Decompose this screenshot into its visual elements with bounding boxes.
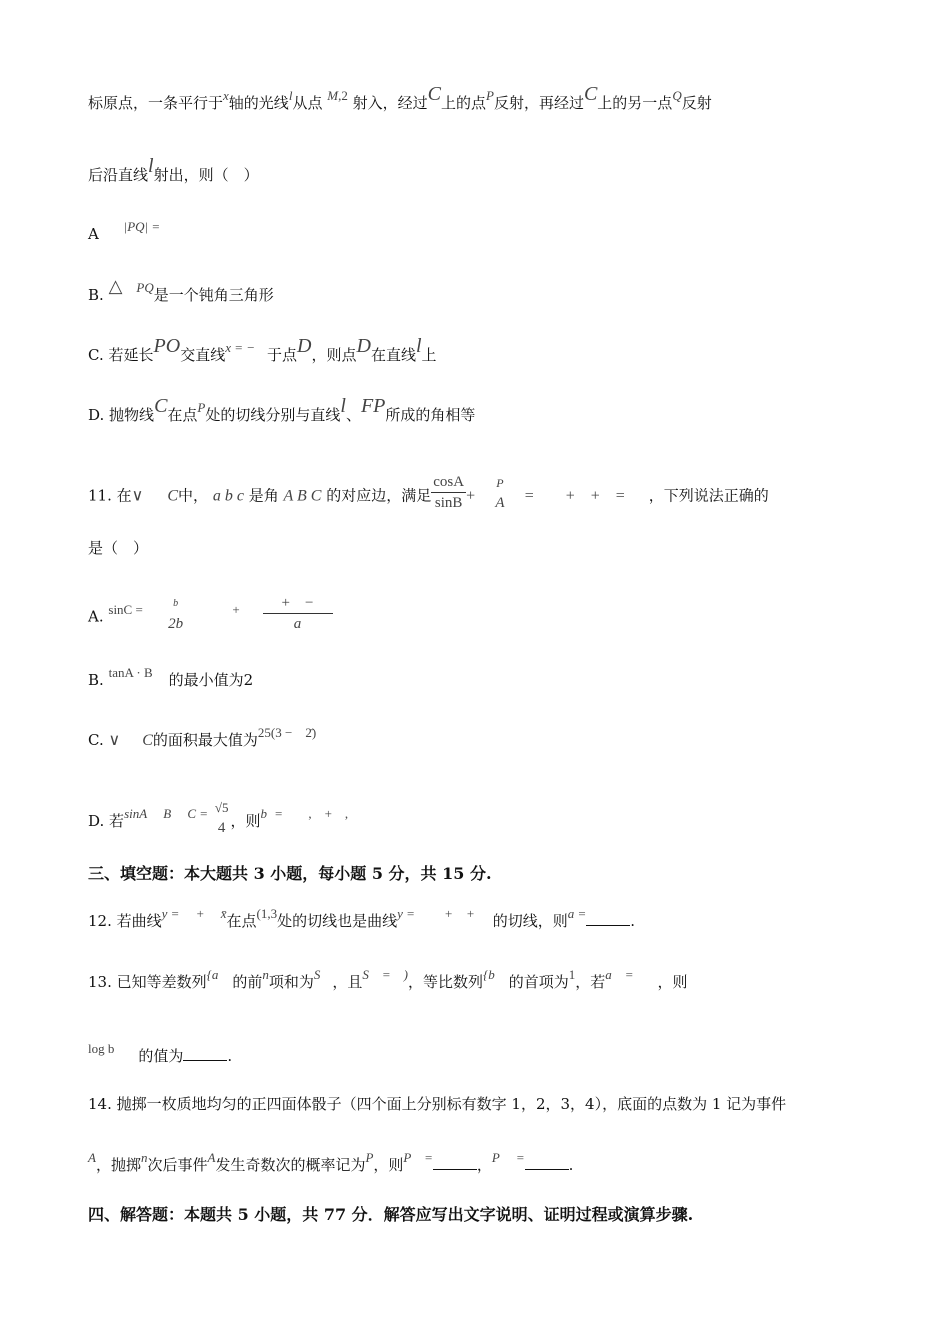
text: 已知等差数列 [116, 973, 207, 991]
option-label: C. [88, 731, 104, 749]
math-C: C [427, 83, 441, 105]
math-sinC: sinC = [108, 601, 143, 617]
text: 处的切线也是曲线 [277, 912, 398, 930]
math-P2: P = [491, 1150, 525, 1165]
math-A: A [88, 1150, 96, 1165]
q10-option-c [88, 335, 870, 366]
text: 交直线 [180, 346, 226, 364]
text: 上的点 [440, 94, 486, 112]
section-title: 四、解答题：本题共 5 小题，共 77 分．解答应写出文字说明、证明过程或演算步骤. [88, 1205, 694, 1224]
math-x: x [223, 88, 229, 103]
q10-option-a [88, 219, 870, 245]
text: 项和为 [268, 973, 314, 991]
math-S: S [313, 967, 321, 982]
fraction-denominator: sinB [434, 495, 463, 511]
section-3-heading [88, 864, 870, 884]
q11-stem-line2 [88, 538, 870, 558]
question-number: 11. [88, 486, 112, 505]
text: 是一个钝角三角形 [153, 286, 274, 304]
q10-option-d [88, 395, 870, 426]
fraction-numerator: P [496, 475, 504, 490]
math-P: P [197, 400, 206, 415]
fraction-denominator: 4 [217, 820, 226, 836]
option-label: A. [88, 607, 104, 626]
math-plus: + [232, 601, 240, 617]
triangle-symbol: ∨ [131, 487, 144, 505]
text: 在 [116, 486, 132, 505]
option-label: C. [88, 346, 104, 364]
answer-blank[interactable] [525, 1155, 569, 1170]
text: 射入，经过 [352, 94, 428, 112]
section-4-heading [88, 1205, 870, 1225]
math-an: {a [206, 967, 219, 982]
text: . [227, 1047, 233, 1065]
math-l: l [415, 335, 422, 357]
text: 射出，则（ ） [153, 166, 259, 184]
q13-stem-line2 [88, 1041, 870, 1067]
answer-blank[interactable] [183, 1046, 227, 1061]
fraction-denominator: A [495, 494, 505, 511]
fraction-cosA-sinB [431, 472, 466, 513]
math-Pn: P [365, 1150, 374, 1165]
math-bn: {b [483, 967, 495, 982]
text: ，且 [332, 973, 363, 991]
q13-stem-line1 [88, 967, 870, 993]
question-number: 14. [88, 1095, 112, 1113]
math-C: C [154, 395, 168, 417]
q10-stem-line1 [88, 83, 870, 114]
q10-option-b [88, 276, 870, 306]
fraction-numerator: b [173, 597, 179, 609]
text: 是（ ） [88, 539, 149, 557]
math-equation-rest: = + + = [524, 487, 625, 505]
fraction-second [480, 473, 520, 513]
text: 的首项为 [508, 973, 569, 991]
math-area-value: 25(3 − 2̄) [257, 725, 317, 740]
text: 若 [109, 812, 125, 830]
text: ，则 [230, 812, 261, 830]
text: 的值为 [138, 1047, 184, 1065]
text: ，则 [373, 1156, 404, 1174]
text: 若曲线 [116, 912, 162, 930]
math-l: l [288, 88, 293, 103]
math-l: l [148, 155, 154, 177]
math-b-value: = , + , [275, 806, 349, 821]
math-sin-expr: sinA B C = [124, 806, 209, 821]
triangle-symbol: △ [108, 276, 123, 296]
text: ，则 [657, 973, 688, 991]
text: 的面积最大值为 [152, 731, 258, 749]
math-FP: FP [360, 395, 386, 417]
option-label: B. [88, 286, 104, 304]
math-one: 1 [568, 967, 576, 982]
text: 抛物线 [109, 406, 155, 424]
text: 反射，再经过 [493, 94, 584, 112]
math-n: n [140, 1150, 148, 1165]
math-C: C [167, 487, 179, 505]
text: 抛掷一枚质地均匀的正四面体骰子（四个面上分别标有数字 1，2，3，4），底面的点数为 1 记为事件 [116, 1095, 787, 1113]
math-A: A [207, 1150, 216, 1165]
q14-stem-line1 [88, 1094, 870, 1114]
option-label: B. [88, 671, 104, 689]
math-b: b [260, 806, 268, 821]
text: 若延长 [108, 346, 154, 364]
math-n: n [262, 967, 269, 982]
math-expr: PQ [136, 280, 154, 295]
text: 次后事件 [147, 1156, 208, 1174]
math-tanA: tanA · B [108, 665, 153, 680]
math-Q: Q [672, 88, 682, 103]
text: 、 [345, 406, 361, 424]
text: . [630, 912, 636, 930]
math-curve-2: y = + + [397, 906, 475, 921]
math-PO: PO [153, 335, 181, 357]
text: ，抛掷 [95, 1156, 141, 1174]
answer-blank[interactable] [433, 1155, 477, 1170]
text: 在直线 [370, 346, 416, 364]
text: . [568, 1156, 574, 1174]
math-D: D [356, 335, 371, 357]
fraction-numerator: √5 [214, 800, 229, 815]
fraction-numerator: + − [263, 593, 333, 614]
text: ，若 [575, 973, 606, 991]
question-number: 12. [88, 912, 112, 930]
math-P: P [485, 88, 494, 103]
math-a: a = [567, 906, 587, 921]
fraction-sqrt5-4 [213, 798, 231, 838]
q11-option-c [88, 725, 870, 751]
answer-blank[interactable] [586, 911, 630, 926]
q11-option-b [88, 665, 870, 691]
math-plus: + [466, 487, 476, 505]
text: ，则点 [311, 346, 357, 364]
section-title: 三、填空题：本大题共 3 小题，每小题 5 分，共 15 分. [88, 864, 492, 883]
math-P1: P = [403, 1150, 433, 1165]
q11-option-d [88, 802, 870, 842]
math-curve-1: y = + x̄ [161, 906, 227, 921]
text: 上的另一点 [597, 94, 673, 112]
q12-stem [88, 906, 870, 932]
text: 是角 [248, 486, 279, 505]
option-label: D. [88, 812, 105, 830]
text: 从点 [292, 94, 323, 112]
math-log: log b [88, 1041, 115, 1056]
text: 后沿直线 [88, 166, 149, 184]
text: ，等比数列 [408, 973, 484, 991]
text: 在点 [226, 912, 257, 930]
option-label: A [88, 225, 99, 243]
math-x-eq: x = − [225, 340, 256, 355]
text: ，下列说法正确的 [648, 486, 769, 505]
text: 上 [421, 346, 437, 364]
text: 的前 [232, 973, 263, 991]
question-number: 13. [88, 973, 112, 991]
text: 于点 [267, 346, 298, 364]
math-l: l [340, 395, 346, 417]
text: 发生奇数次的概率记为 [215, 1156, 366, 1174]
math-ABC: A B C [283, 487, 322, 505]
text: 的对应边，满足 [326, 486, 432, 505]
text: ， [476, 1156, 492, 1174]
math-expr: |PQ| = [123, 219, 161, 234]
fraction-a [148, 594, 204, 634]
text: 的最小值为2 [168, 671, 254, 689]
fraction-b [263, 593, 333, 634]
text: 标原点，一条平行于 [88, 94, 224, 112]
option-label: D. [88, 406, 105, 424]
text: 反射 [681, 94, 712, 112]
math-a-cond: a = [605, 967, 634, 982]
text: 的切线，则 [492, 912, 568, 930]
math-abc: a b c [212, 487, 244, 505]
q10-stem-line2 [88, 155, 870, 185]
math-M: M [327, 88, 339, 103]
text: 处的切线分别与直线 [205, 406, 341, 424]
text: 在点 [167, 406, 198, 424]
math-C: C [142, 732, 153, 749]
math-M-coords: ,2 [338, 88, 348, 103]
fraction-denominator: a [293, 616, 302, 632]
fraction-numerator: cosA [431, 472, 466, 493]
text: 轴的光线 [228, 94, 289, 112]
math-C: C [583, 83, 598, 105]
q11-stem-line1 [88, 476, 870, 517]
math-point: (1,3 [256, 906, 278, 921]
math-S-eq: S = ) [362, 967, 409, 982]
triangle-symbol: ∨ [108, 732, 121, 749]
text: 中， [178, 486, 209, 505]
fraction-denominator: 2b [168, 615, 184, 632]
text: 所成的角相等 [385, 406, 476, 424]
q14-stem-line2 [88, 1150, 870, 1176]
math-D: D [297, 335, 312, 357]
q11-option-a [88, 597, 870, 638]
